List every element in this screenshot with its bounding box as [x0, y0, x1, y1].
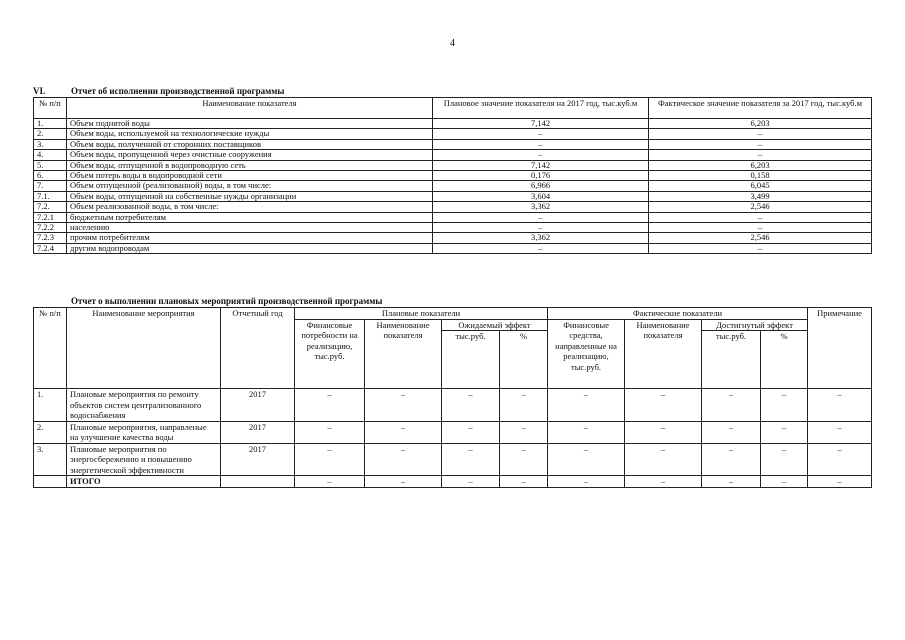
row-cell: –	[808, 389, 872, 422]
table-row	[34, 171, 872, 181]
table-header-row	[34, 98, 872, 119]
row-plan: 7,142	[433, 160, 649, 170]
row-cell: –	[761, 443, 808, 476]
header-fact-effect: Достигнутый эффект	[702, 319, 808, 331]
row-num: 1.	[34, 119, 67, 129]
table-row	[34, 139, 872, 149]
row-name: Объем воды, отпущенной в водопроводную сеть	[67, 160, 433, 170]
row-fact: –	[649, 223, 872, 233]
row-name: прочим потребителям	[67, 233, 433, 243]
row-plan: 6,966	[433, 181, 649, 191]
row-year: 2017	[221, 389, 295, 422]
section-2-title: Отчет о выполнении плановых мероприятий производственной программы	[71, 296, 383, 306]
table-row	[34, 150, 872, 160]
row-year: 2017	[221, 443, 295, 476]
row-plan: 3,362	[433, 202, 649, 212]
row-num: 6.	[34, 171, 67, 181]
row-cell: –	[808, 443, 872, 476]
row-num: 1.	[34, 389, 67, 422]
row-cell: –	[808, 421, 872, 443]
row-num: 7.1.	[34, 191, 67, 201]
row-name: Объем воды, полученной от сторонних поставщиков	[67, 139, 433, 149]
table-row	[34, 160, 872, 170]
row-cell: –	[365, 389, 442, 422]
row-fact: 6,203	[649, 160, 872, 170]
row-fact: 6,045	[649, 181, 872, 191]
row-name: Плановые мероприятия, направленые на улучшение качества воды	[67, 421, 221, 443]
row-plan: –	[433, 243, 649, 253]
row-plan: –	[433, 150, 649, 160]
row-cell: –	[625, 421, 702, 443]
row-cell: –	[761, 389, 808, 422]
row-cell: –	[761, 421, 808, 443]
section-1-title	[33, 86, 284, 96]
row-cell: –	[500, 443, 548, 476]
row-fact: –	[649, 212, 872, 222]
table-row	[34, 181, 872, 191]
header-plan-indicator: Наименование показателя	[365, 319, 442, 389]
table-row	[34, 389, 872, 422]
row-name: населению	[67, 223, 433, 233]
row-plan: –	[433, 139, 649, 149]
row-fact: –	[649, 139, 872, 149]
table-row	[34, 233, 872, 243]
row-num: 7.2.4	[34, 243, 67, 253]
table-row	[34, 191, 872, 201]
row-name: Объем воды, используемой на технологические нужды	[67, 129, 433, 139]
table-row	[34, 202, 872, 212]
total-cell: –	[808, 476, 872, 488]
row-cell: –	[442, 421, 500, 443]
total-cell: –	[365, 476, 442, 488]
row-fact: 3,499	[649, 191, 872, 201]
row-name: другим водопроводам	[67, 243, 433, 253]
row-name: Плановые мероприятия по энергосбережению и повышению энергетической эффективности	[67, 443, 221, 476]
header-plan-rub: тыс.руб.	[442, 331, 500, 389]
total-cell: –	[702, 476, 761, 488]
header-note: Примечание	[808, 308, 872, 389]
row-num: 7.2.1	[34, 212, 67, 222]
row-fact: –	[649, 150, 872, 160]
row-num: 2.	[34, 129, 67, 139]
row-name: Плановые мероприятия по ремонту объектов систем централизованного водоснабжения	[67, 389, 221, 422]
header-year: Отчетный год	[221, 308, 295, 389]
row-cell: –	[548, 389, 625, 422]
total-cell: –	[625, 476, 702, 488]
header-plan-effect: Ожидаемый эффект	[442, 319, 548, 331]
row-name: Объем воды, отпущенной на собственные нужды организации	[67, 191, 433, 201]
row-plan: 7,142	[433, 119, 649, 129]
row-fact: 2,546	[649, 233, 872, 243]
row-cell: –	[295, 389, 365, 422]
header-plan-fin: Финансовые потребности на реализацию, тыс.руб.	[295, 319, 365, 389]
row-cell: –	[500, 389, 548, 422]
row-plan: –	[433, 223, 649, 233]
total-cell: –	[500, 476, 548, 488]
row-name: Объем поднятой воды	[67, 119, 433, 129]
page-number: 4	[450, 38, 455, 49]
header-plan-pct: %	[500, 331, 548, 389]
planned-measures-report-table	[33, 307, 872, 488]
row-cell: –	[702, 389, 761, 422]
row-fact: 0,158	[649, 171, 872, 181]
header-fact: Фактическое значение показателя за 2017 год, тыс.куб.м	[649, 98, 872, 119]
table-row	[34, 129, 872, 139]
header-fact-indicator: Наименование показателя	[625, 319, 702, 389]
row-cell: –	[295, 443, 365, 476]
section-1-title-text: Отчет об исполнении производственной программы	[71, 86, 285, 96]
header-fact-rub: тыс.руб.	[702, 331, 761, 389]
row-plan: –	[433, 129, 649, 139]
table-row	[34, 223, 872, 233]
total-cell: –	[548, 476, 625, 488]
header-name: Наименование мероприятия	[67, 308, 221, 389]
header-num: № п/п	[34, 98, 67, 119]
row-fact: –	[649, 243, 872, 253]
row-cell: –	[365, 421, 442, 443]
row-cell: –	[548, 443, 625, 476]
row-name: бюджетным потребителям	[67, 212, 433, 222]
table-row	[34, 119, 872, 129]
header-fact-pct: %	[761, 331, 808, 389]
row-fact: 6,203	[649, 119, 872, 129]
section-1-number: VI.	[33, 86, 46, 96]
table-row	[34, 243, 872, 253]
table-row	[34, 212, 872, 222]
row-num: 7.2.	[34, 202, 67, 212]
total-cell: –	[761, 476, 808, 488]
row-cell: –	[365, 443, 442, 476]
row-plan: –	[433, 212, 649, 222]
row-num: 3.	[34, 139, 67, 149]
header-num: № п/п	[34, 308, 67, 389]
total-label: ИТОГО	[67, 476, 221, 488]
table-header-row	[34, 308, 872, 320]
row-fact: 2,546	[649, 202, 872, 212]
row-name: Объем отпущенной (реализованной) воды, в том числе:	[67, 181, 433, 191]
table-row	[34, 443, 872, 476]
row-name: Объем реализованной воды, в том числе:	[67, 202, 433, 212]
row-cell: –	[295, 421, 365, 443]
row-cell: –	[625, 443, 702, 476]
header-plan: Плановое значение показателя на 2017 год, тыс.куб.м	[433, 98, 649, 119]
row-cell: –	[442, 389, 500, 422]
row-name: Объем потерь воды в водопроводной сети	[67, 171, 433, 181]
total-cell: –	[442, 476, 500, 488]
production-program-report-table	[33, 97, 872, 254]
header-fact-group: Фактические показатели	[548, 308, 808, 320]
total-year	[221, 476, 295, 488]
row-plan: 0,176	[433, 171, 649, 181]
row-num: 7.	[34, 181, 67, 191]
row-cell: –	[442, 443, 500, 476]
total-num	[34, 476, 67, 488]
row-num: 2.	[34, 421, 67, 443]
table-total-row	[34, 476, 872, 488]
row-num: 7.2.2	[34, 223, 67, 233]
row-name: Объем воды, пропущенной через очистные сооружения	[67, 150, 433, 160]
header-name: Наименование показателя	[67, 98, 433, 119]
row-num: 5.	[34, 160, 67, 170]
row-num: 3.	[34, 443, 67, 476]
row-num: 4.	[34, 150, 67, 160]
row-cell: –	[548, 421, 625, 443]
row-fact: –	[649, 129, 872, 139]
total-cell: –	[295, 476, 365, 488]
row-plan: 3,362	[433, 233, 649, 243]
row-cell: –	[702, 421, 761, 443]
header-fact-fin: Финансовые средства, направленные на реализацию, тыс.руб.	[548, 319, 625, 389]
table-row	[34, 421, 872, 443]
row-year: 2017	[221, 421, 295, 443]
row-cell: –	[625, 389, 702, 422]
row-cell: –	[702, 443, 761, 476]
header-plan-group: Плановые показатели	[295, 308, 548, 320]
row-plan: 3,604	[433, 191, 649, 201]
row-cell: –	[500, 421, 548, 443]
row-num: 7.2.3	[34, 233, 67, 243]
